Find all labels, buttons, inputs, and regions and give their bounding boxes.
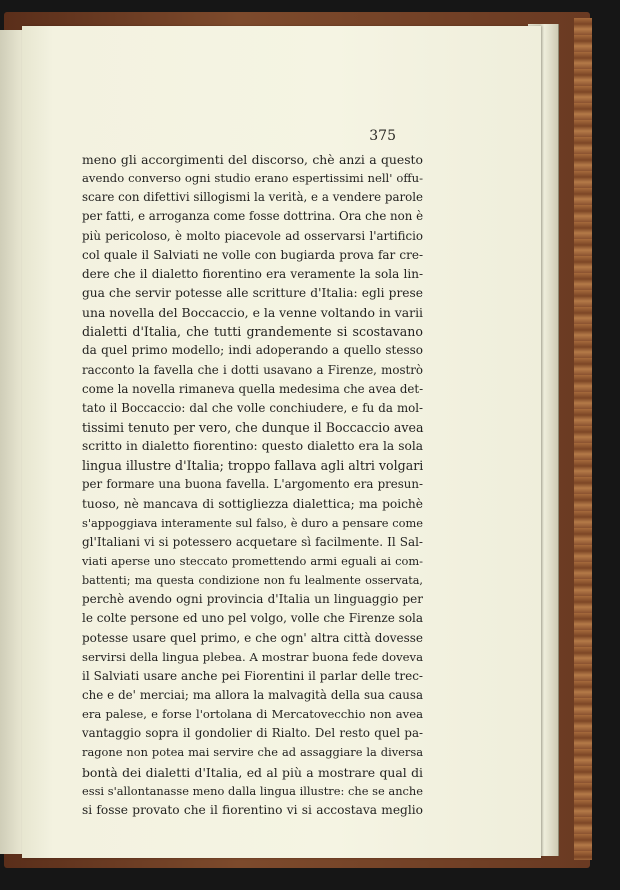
text-line: tissimi tenuto per vero, che dunque il Boccaccio avea — [82, 419, 424, 435]
text-line: perchè avendo ogni provincia d'Italia un linguaggio per — [82, 592, 423, 607]
text-line: battenti; ma questa condizione non fu lealmente osservata, — [82, 574, 423, 588]
text-line: dere che il dialetto fiorentino era veramente la sola lin- — [82, 266, 423, 281]
page-number: 375 — [369, 128, 396, 144]
facing-page-edge — [0, 30, 23, 854]
text-line: viati aperse uno steccato promettendo armi eguali ai com- — [82, 553, 423, 568]
text-line: per fatti, e arroganza come fosse dottrina. Ora che non è — [82, 209, 424, 224]
text-line: ragone non potea mai servire che ad assaggiare la diversa — [82, 745, 423, 760]
text-line: più pericoloso, è molto piacevole ad osservarsi l'artificio — [82, 228, 423, 243]
text-line: vantaggio sopra il gondolier di Rialto. Del resto quel pa- — [82, 726, 423, 741]
text-line: come la novella rimaneva quella medesima che avea det- — [82, 381, 424, 396]
text-line: lingua illustre d'Italia; troppo fallava agli altri volgari — [82, 458, 424, 474]
book-page — [22, 26, 541, 858]
marbled-page-edge — [574, 18, 592, 860]
text-line: tato il Boccaccio: dal che volle conchiudere, e fu da mol- — [82, 400, 423, 415]
text-line: una novella del Boccaccio, e la venne voltando in varii — [82, 305, 423, 321]
body-text — [82, 150, 423, 820]
text-line: le colte persone ed uno pel volgo, volle che Firenze sola — [82, 611, 424, 626]
text-line: meno gli accorgimenti del discorso, chè anzi a questo — [82, 152, 423, 167]
text-line: servirsi della lingua plebea. A mostrar buona fede doveva — [82, 649, 423, 664]
text-line: essi s'allontanasse meno dalla lingua illustre: che se anche — [82, 783, 423, 798]
text-line: gua che servir potesse alle scritture d'Italia: egli prese — [82, 285, 423, 300]
text-line: era palese, e forse l'ortolana di Mercatovecchio non avea — [82, 707, 423, 722]
text-line: gl'Italiani vi si potessero acquetare sì facilmente. Il Sal- — [82, 534, 423, 549]
text-line: tuoso, nè mancava di sottigliezza dialettica; ma poichè — [82, 496, 423, 511]
text-line: bontà dei dialetti d'Italia, ed al più a mostrare qual di — [82, 764, 423, 780]
text-line: che e de' merciai; ma allora la malvagità della sua causa — [82, 687, 423, 702]
text-line: s'appoggiava interamente sul falso, è duro a pensare come — [82, 515, 423, 530]
text-line: scritto in dialetto fiorentino: questo dialetto era la sola — [82, 439, 423, 454]
text-line: si fosse provato che il fiorentino vi si accostava meglio — [82, 802, 423, 817]
text-line: avendo converso ogni studio erano espertissimi nell' offu- — [82, 171, 423, 186]
text-line: il Salviati usare anche pei Fiorentini il parlar delle trec- — [82, 668, 423, 683]
text-line: dialetti d'Italia, che tutti grandemente si scostavano — [82, 324, 423, 340]
text-line: potesse usare quel primo, e che ogn' altra città dovesse — [82, 630, 423, 645]
text-line: da quel primo modello; indi adoperando a quello stesso — [82, 343, 423, 358]
text-line: per formare una buona favella. L'argomento era presun- — [82, 477, 423, 492]
text-line: scare con difettivi sillogismi la verità, e a vendere parole — [82, 190, 423, 205]
text-line: racconto la favella che i dotti usavano a Firenze, mostrò — [82, 362, 423, 377]
text-line: col quale il Salviati ne volle con bugiarda prova far cre- — [82, 247, 423, 262]
